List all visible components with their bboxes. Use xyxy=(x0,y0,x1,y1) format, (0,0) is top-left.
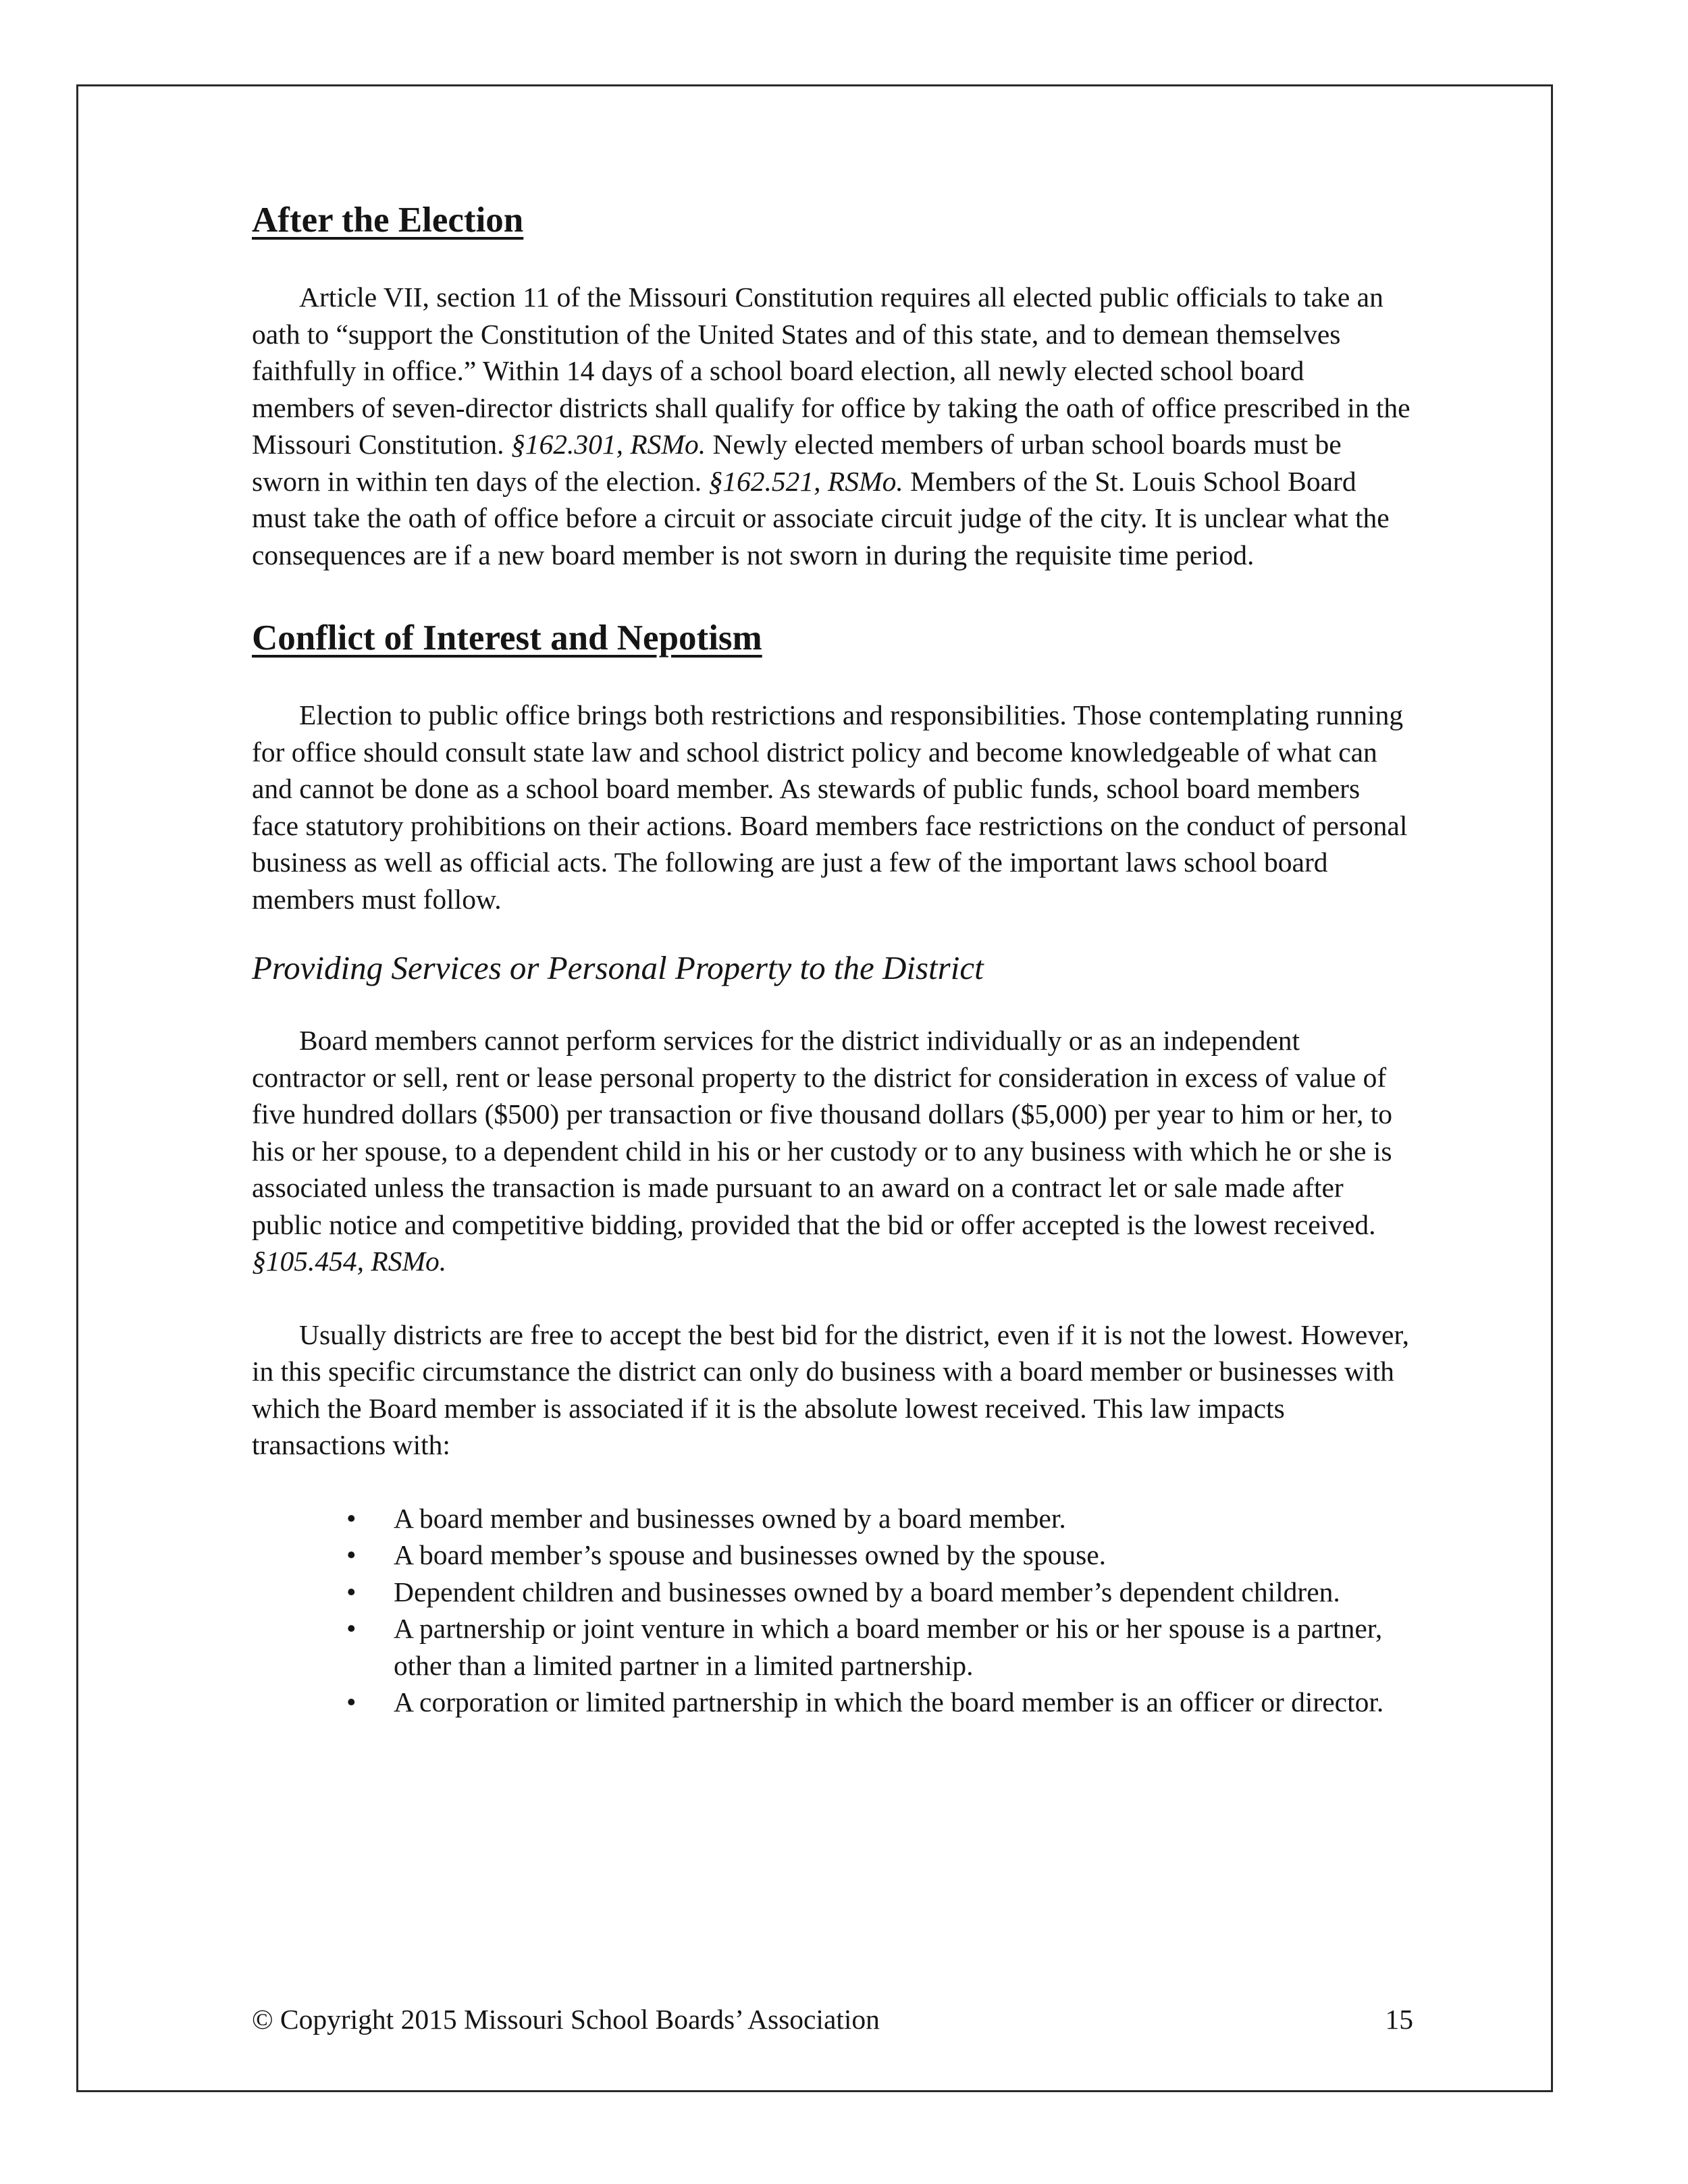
list-item-text: Dependent children and businesses owned by a board member’s dependent children. xyxy=(394,1576,1340,1607)
bullet-icon: • xyxy=(346,1576,357,1607)
paragraph-services-rule-text: Board members cannot perform services for the district individually or as an independent contractor or sell, rent or lease personal property to the district for consideration in excess of value of five hundred dollars ($500) per transaction or five thousand dollars ($5,000) per year to him or her, to his or her spouse, to a dependent child in his or her custody or to any business with which he or she is associated unless the transaction is made pursuant to an award on a contract let or sale made after public notice and competitive bidding, provided that the bid or offer accepted is the lowest received. xyxy=(252,1025,1392,1240)
paragraph-oath-text-3: Members of the St. Louis School Board must take the oath of office before a circuit or associate circuit judge of the city. It is unclear what the consequences are if a new board member is not sworn in during the requisite time period. xyxy=(252,465,1390,570)
list-item xyxy=(346,1684,1413,1721)
citation-105-454: §105.454, RSMo. xyxy=(252,1246,447,1277)
list-item-text: A partnership or joint venture in which a board member or his or her spouse is a partner, other than a limited partner in a limited partnership. xyxy=(394,1613,1383,1681)
citation-162-521: §162.521, RSMo. xyxy=(708,465,903,497)
citation-162-301: §162.301, RSMo. xyxy=(510,429,706,460)
list-item xyxy=(346,1537,1413,1574)
list-item xyxy=(346,1610,1413,1684)
bullet-icon: • xyxy=(346,1613,357,1644)
list-item-text: A corporation or limited partnership in which the board member is an officer or director. xyxy=(394,1686,1384,1717)
section-heading-conflict-of-interest: Conflict of Interest and Nepotism xyxy=(252,618,762,658)
page-number: 15 xyxy=(1385,2004,1413,2035)
paragraph-oath xyxy=(252,279,1413,573)
list-item xyxy=(346,1574,1413,1611)
bullet-icon: • xyxy=(346,1539,357,1570)
list-item xyxy=(346,1500,1413,1537)
subsection-heading-providing-services: Providing Services or Personal Property to the District xyxy=(252,949,984,986)
paragraph-restrictions: Election to public office brings both restrictions and responsibilities. Those contemplating running for office should consult state law and school district policy and become knowledgeable of what can and cannot be done as a school board member. As stewards of public funds, school board members face statutory prohibitions on their actions. Board members face restrictions on the conduct of personal business as well as official acts. The following are just a few of the important laws school board members must follow. xyxy=(252,699,1408,915)
paragraph-services-rule xyxy=(252,1022,1413,1280)
list-item-text: A board member’s spouse and businesses owned by the spouse. xyxy=(394,1539,1107,1570)
copyright-notice: © Copyright 2015 Missouri School Boards’ Association xyxy=(252,2004,880,2035)
transactions-list xyxy=(346,1500,1413,1721)
paragraph-oath-text-2: Newly elected members of urban school boards must be sworn in within ten days of the election. xyxy=(252,429,1342,497)
bullet-icon: • xyxy=(346,1502,357,1534)
paragraph-lowest-bid: Usually districts are free to accept the best bid for the district, even if it is not the lowest. However, in this specific circumstance the district can only do business with a board member or businesses with which the Board member is associated if it is the absolute lowest received. This law impacts transactions with: xyxy=(252,1319,1410,1460)
bullet-icon: • xyxy=(346,1686,357,1717)
page-content xyxy=(252,203,1413,1721)
section-heading-after-election: After the Election xyxy=(252,201,524,240)
list-item-text: A board member and businesses owned by a board member. xyxy=(394,1502,1066,1534)
paragraph-oath-text-1: Article VII, section 11 of the Missouri Constitution requires all elected public officials to take an oath to “support the Constitution of the United States and of this state, and to demean themselves faithfully in office.” Within 14 days of a school board election, all newly elected school board members of seven-director districts shall qualify for office by taking the oath of office prescribed in the Missouri Constitution. xyxy=(252,282,1410,460)
